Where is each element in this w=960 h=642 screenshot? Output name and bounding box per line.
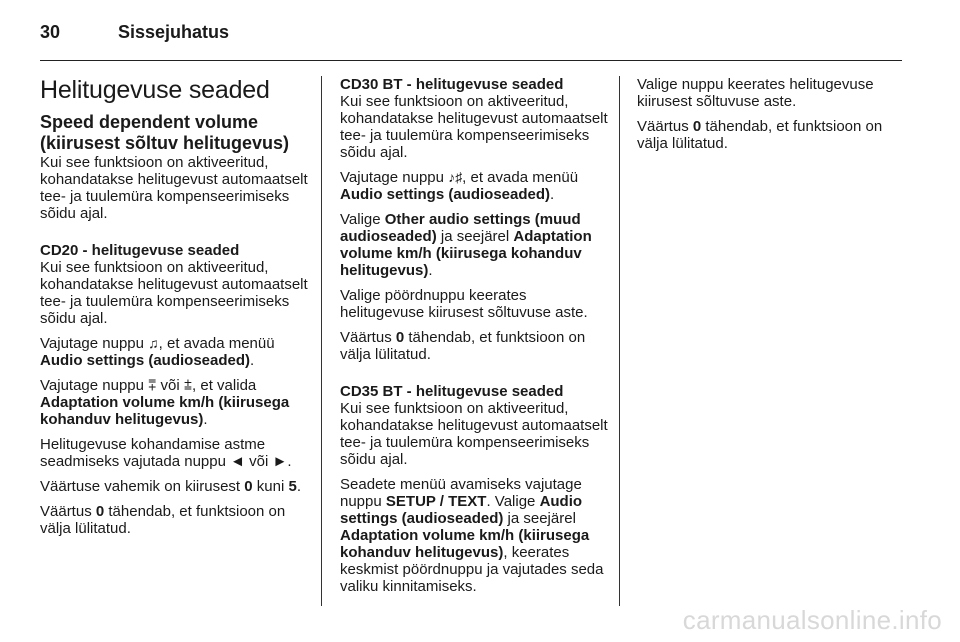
cd30-heading: CD30 BT - helitugevuse seaded: [340, 76, 564, 93]
cd30-step-2: Valige Other audio settings (muud audioseaded) ja seejärel Adaptation volume km/h (kiirusega kohanduv helitugevus).: [340, 211, 592, 279]
cd30-step-1: Vajutage nuppu ♪♯, et avada menüü Audio settings (audioseaded).: [340, 169, 579, 203]
cd30-step-3: Valige pöördnuppu keerates helitugevuse kiirusest sõltuvuse aste.: [340, 287, 588, 321]
music-tone-icon: ♪♯: [448, 169, 463, 185]
cd20-text: Kui see funktsioon on aktiveeritud, kohandatakse helitugevust automaatselt tee- ja tuulemüra kompenseerimiseks sõidu ajal.: [40, 259, 308, 327]
music-note-icon: ♫: [148, 335, 159, 351]
column-2: [340, 76, 608, 603]
cd20-step-2: Vajutage nuppu ⩱ või ⩲, et valida Adaptation volume km/h (kiirusega kohanduv helitugevus).: [40, 377, 290, 428]
sdv-heading: Speed dependent volume (kiirusest sõltuv helitugevus): [40, 112, 290, 153]
sdv-text: Kui see funktsioon on aktiveeritud, kohandatakse helitugevust automaatselt tee- ja tuulemüra kompenseerimiseks sõidu ajal.: [40, 154, 308, 222]
page-title: Helitugevuse seaded: [40, 76, 270, 104]
page-number: 30: [40, 22, 61, 42]
cd35-step-1: Seadete menüü avamiseks vajutage nuppu SETUP / TEXT. Valige Audio settings (audioseaded) ja seejärel Adaptation volume km/h (kiirusega kohanduv helitugevus), keerates keskmist pöördnuppu ja vajutades seda valiku kinnitamiseks.: [340, 476, 604, 595]
page-header: [40, 22, 229, 46]
section-title: Sissejuhatus: [118, 22, 230, 42]
cd20-step-3: Helitugevuse kohandamise astme seadmiseks vajutada nuppu ◄ või ►.: [40, 436, 292, 470]
down-button-icon: ⩲: [183, 377, 193, 393]
column-divider-2: [619, 76, 620, 606]
cd30-zero-note: Väärtus 0 tähendab, et funktsioon on välja lülitatud.: [340, 329, 586, 363]
column-divider-1: [321, 76, 322, 606]
watermark: carmanualsonline.info: [682, 605, 942, 635]
cd35-step-2: Valige nuppu keerates helitugevuse kiirusest sõltuvuse aste.: [637, 76, 874, 110]
header-rule: [40, 60, 902, 61]
cd20-heading: CD20 - helitugevuse seaded: [40, 242, 240, 259]
cd20-zero-note: Väärtus 0 tähendab, et funktsioon on välja lülitatud.: [40, 503, 286, 537]
cd20-step-1: Vajutage nuppu ♫, et avada menüü Audio settings (audioseaded).: [40, 335, 275, 369]
column-3: [637, 76, 905, 160]
cd35-text: Kui see funktsioon on aktiveeritud, kohandatakse helitugevust automaatselt tee- ja tuulemüra kompenseerimiseks sõidu ajal.: [340, 400, 608, 468]
cd20-range: Väärtuse vahemik on kiirusest 0 kuni 5.: [40, 478, 301, 495]
cd35-heading: CD35 BT - helitugevuse seaded: [340, 383, 564, 400]
up-button-icon: ⩱: [148, 377, 157, 393]
cd35-zero-note: Väärtus 0 tähendab, et funktsioon on välja lülitatud.: [637, 118, 883, 152]
column-1: [40, 76, 312, 545]
cd30-text: Kui see funktsioon on aktiveeritud, kohandatakse helitugevust automaatselt tee- ja tuulemüra kompenseerimiseks sõidu ajal.: [340, 93, 608, 161]
